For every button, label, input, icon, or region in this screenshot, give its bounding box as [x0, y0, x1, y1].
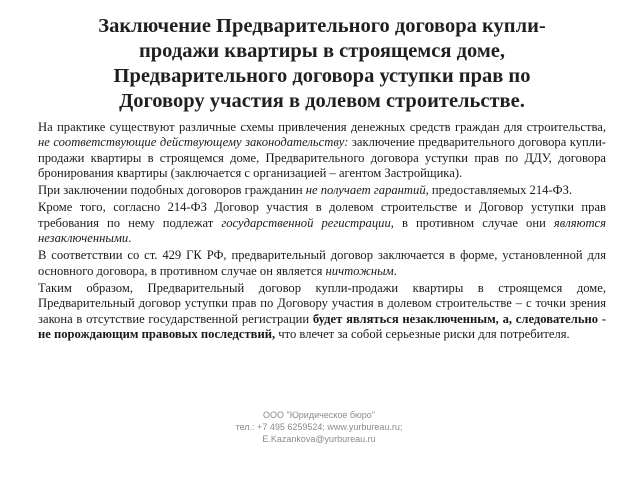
- title-line-4: Договору участия в долевом строительстве.: [119, 90, 525, 112]
- slide-body: [38, 120, 606, 342]
- slide-title: [38, 14, 606, 114]
- title-line-1: Заключение Предварительного договора купли-: [98, 15, 546, 37]
- paragraph-2: [38, 183, 606, 198]
- paragraph-1: [38, 120, 606, 181]
- paragraph-5-bold: будет являться незаключенным, а, следовательно - не порождающим правовых последствий,: [38, 311, 606, 341]
- footer-phone-website: тел.: +7 495 6259524; www.yurbureau.ru;: [235, 422, 403, 432]
- footer-company: ООО "Юридическое бюро": [263, 410, 375, 420]
- paragraph-3-text-c: , в противном случае они: [390, 215, 554, 230]
- paragraph-3: [38, 200, 606, 246]
- title-line-3: Предварительного договора уступки прав по: [113, 65, 531, 87]
- paragraph-4-text-c: .: [393, 263, 397, 278]
- footer-contacts: [0, 409, 638, 445]
- paragraph-2-text-a: При заключении подобных договоров гражданин: [38, 183, 306, 198]
- paragraph-5: [38, 281, 606, 342]
- paragraph-5-text-c: что влечет за собой серьезные риски для потребителя.: [275, 326, 570, 341]
- paragraph-2-emphasis: не получает гарантий: [305, 183, 426, 198]
- paragraph-1-emphasis: не соответствующие действующему законодательству:: [38, 135, 349, 150]
- paragraph-5-text-a: Таким образом, Предварительный договор купли-продажи квартиры в строящемся доме, Предварительный договор уступки прав по Договору участия в долевом строительстве – с точки зрения закона в отсутствие государственной регистрации: [38, 280, 606, 326]
- paragraph-4: [38, 248, 606, 279]
- paragraph-3-emphasis-2: являются незаключенными: [38, 215, 606, 246]
- title-line-2: продажи квартиры в строящемся доме,: [138, 40, 506, 62]
- paragraph-4-emphasis: ничтожным: [325, 263, 394, 278]
- paragraph-4-text-a: В соответствии со ст. 429 ГК РФ, предварительный договор заключается в форме, установленной для основного договора, в противном случае он является: [38, 248, 606, 278]
- footer-email: E.Kazankova@yurbureau.ru: [262, 434, 376, 444]
- paragraph-1-text-c: заключение предварительного договора купли-продажи квартиры в строящемся доме, Предварительного договора уступки прав по ДДУ, договора бронирования квартиры (заключается с организацией – агентом Застройщика).: [38, 135, 606, 180]
- paragraph-3-text-e: .: [128, 231, 132, 246]
- paragraph-1-text-a: На практике существуют различные схемы привлечения денежных средств граждан для строительства,: [38, 120, 606, 134]
- paragraph-3-emphasis-1: государственной регистрации: [221, 215, 391, 230]
- paragraph-3-text-a: Кроме того, согласно 214-ФЗ Договор участия в долевом строительстве и Договор уступки прав требования по нему подлежат: [38, 200, 606, 230]
- paragraph-2-text-c: , предоставляемых 214-ФЗ.: [425, 183, 573, 198]
